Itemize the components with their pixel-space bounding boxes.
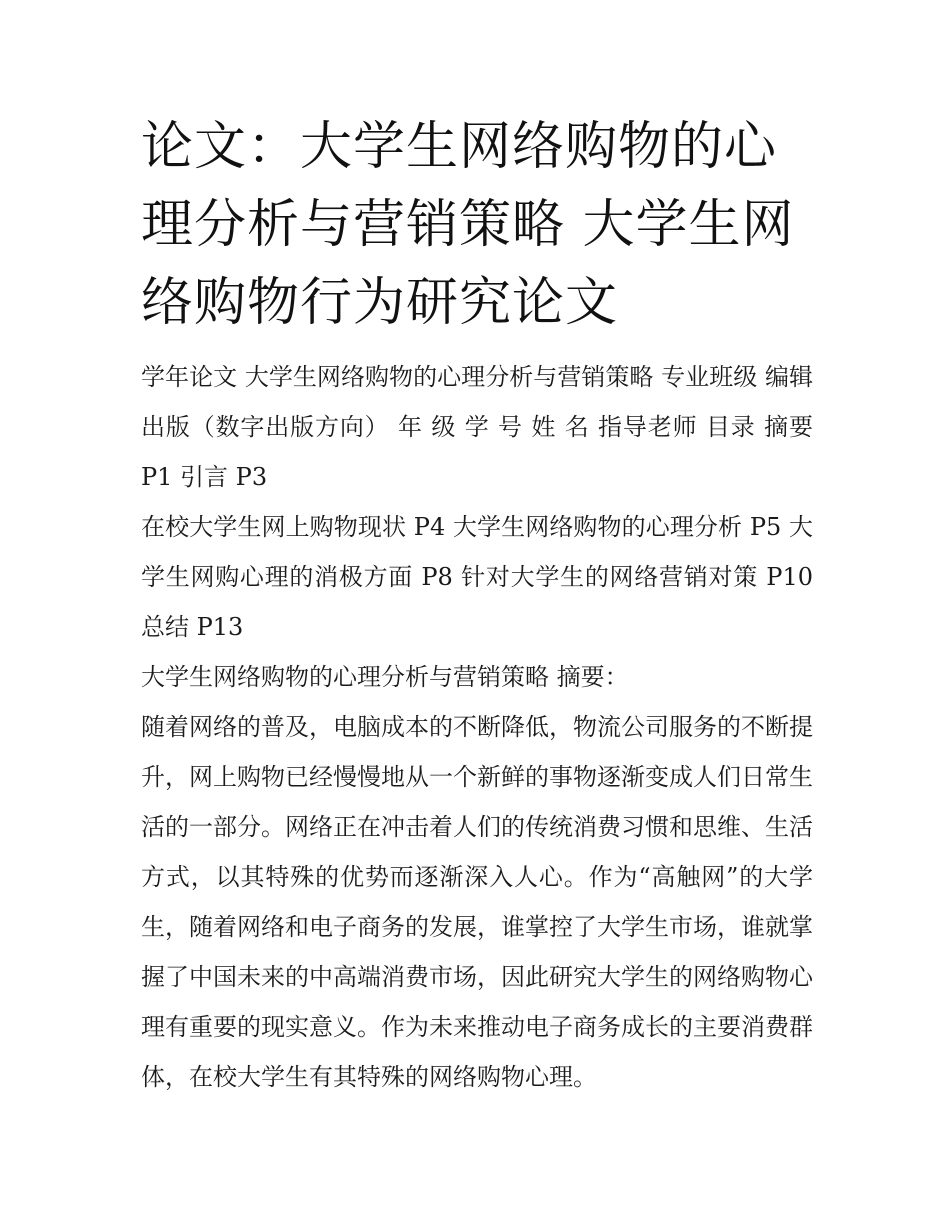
document-title: 论文：大学生网络购物的心理分析与营销策略 大学生网络购物行为研究论文: [141, 117, 795, 333]
paragraph-cover-info: 学年论文 大学生网络购物的心理分析与营销策略 专业班级 编辑出版（数字出版方向） 年 级 学 号 姓 名 指导老师 目录 摘要 P1 引言 P3: [141, 363, 813, 491]
paragraph-abstract-body: 随着网络的普及，电脑成本的不断降低，物流公司服务的不断提升，网上购物已经慢慢地从一个新鲜的事物逐渐变成人们日常生活的一部分。网络正在冲击着人们的传统消费习惯和思维、生活方式，以其特殊的优势而逐渐深入人心。作为“高触网”的大学生，随着网络和电子商务的发展，谁掌控了大学生市场，谁就掌握了中国未来的中高端消费市场，因此研究大学生的网络购物心理有重要的现实意义。作为未来推动电子商务成长的主要消费群体，在校大学生有其特殊的网络购物心理。: [141, 713, 813, 1091]
paragraph-table-of-contents: 在校大学生网上购物现状 P4 大学生网络购物的心理分析 P5 大学生网购心理的消极方面 P8 针对大学生的网络营销对策 P10 总结 P13: [141, 513, 813, 641]
title-spacer: [141, 342, 813, 352]
paragraph-abstract-heading: 大学生网络购物的心理分析与营销策略 摘要：: [141, 663, 629, 691]
document-body: [141, 108, 813, 1102]
